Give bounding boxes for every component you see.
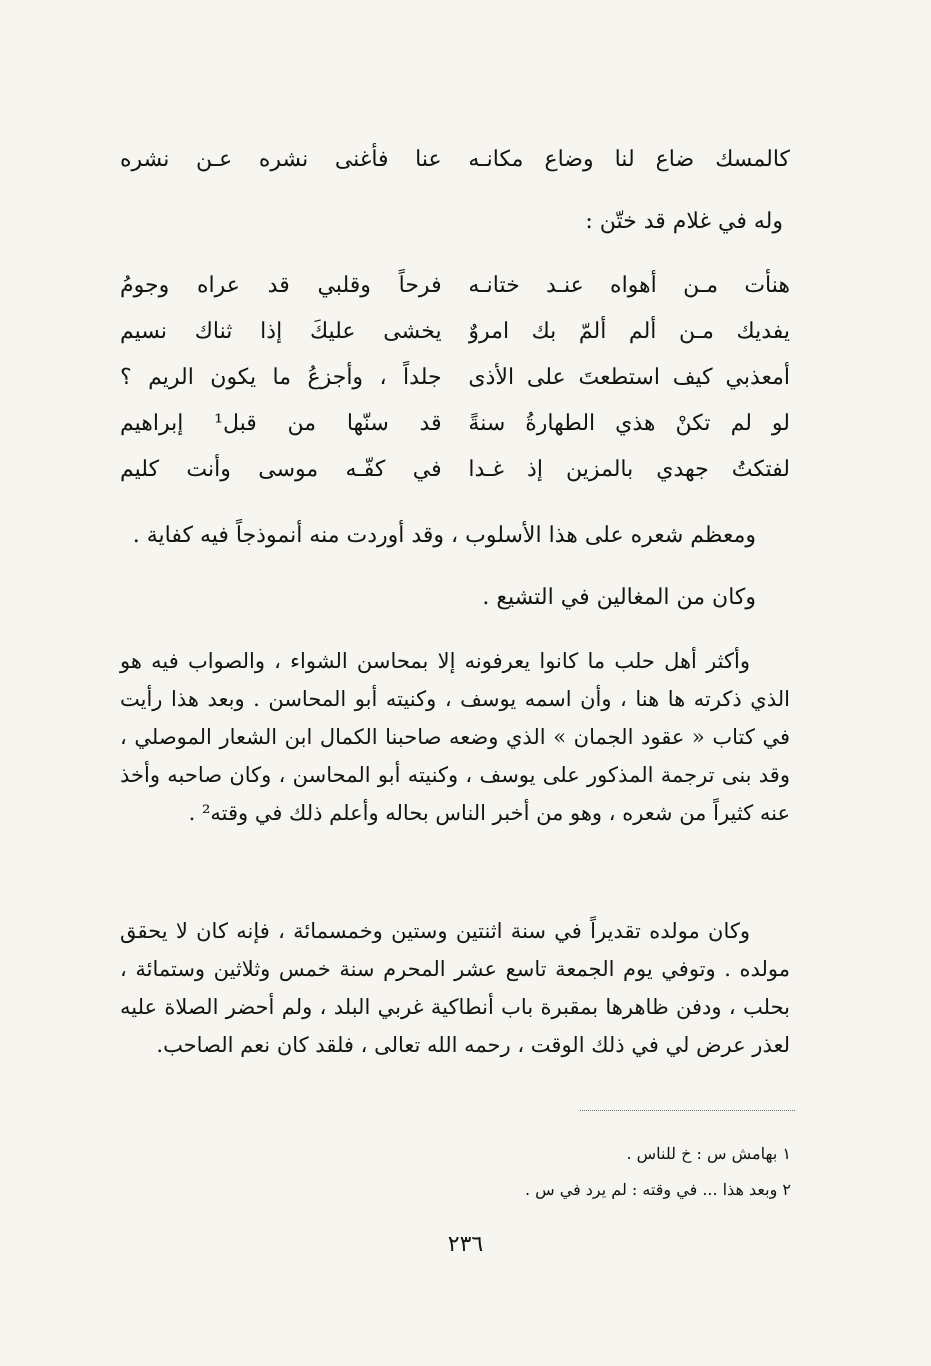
paragraph-text: وكان مولده تقديراً في سنة اثنتين وستين وخمسمائة ، فإنه كان لا يحقق مولده . وتوفي يوم الجمعة تاسع عشر المحرم سنة خمس وثلاثين وستمائة ، بحلب ، ودفن ظاهرها بمقبرة باب أنطاكية غربي البلد ، ولم أحضر الصلاة عليه لعذر عرض لي في ذلك الوقت ، رحمه الله تعالى ، فلقد كان نعم الصاحب. — [120, 919, 790, 1057]
page-number: ٢٣٦ — [447, 1232, 484, 1257]
verse-hemistich-left: قد سنّها من قبل¹ إبراهيم — [120, 411, 442, 436]
poem-verse — [120, 404, 790, 444]
verse-hemistich-left: في كفّـه موسى وأنت كليم — [120, 457, 442, 482]
paragraph — [120, 642, 790, 832]
footnote-divider — [580, 1110, 795, 1111]
verse-hemistich-left: فرحاً وقلبي قد عراه وجومُ — [120, 273, 442, 298]
prose-line: ومعظم شعره على هذا الأسلوب ، وقد أوردت منه أنموذجاً فيه كفاية . — [132, 523, 756, 548]
paragraph-text: وأكثر أهل حلب ما كانوا يعرفونه إلا بمحاسن الشواء ، والصواب فيه هو الذي ذكرته ها هنا ، وأن اسمه يوسف ، وكنيته أبو المحاسن . وبعد هذا رأيت في كتاب « عقود الجمان » الذي وضعه صاحبنا الكمال ابن الشعار الموصلي ، وقد بنى ترجمة المذكور على يوسف ، وكنيته أبو المحاسن ، وكان صاحبه وأخذ عنه كثيراً من شعره ، وهو من أخبر الناس بحاله وأعلم ذلك في وقته² . — [120, 649, 790, 825]
verse-hemistich-right: أمعذبي كيف استطعتَ على الأذى — [468, 365, 790, 390]
paragraph — [120, 912, 790, 1064]
verse-hemistich-right: لو لم تكنْ هذي الطهارةُ سنةً — [468, 411, 790, 436]
verse-hemistich-left: عنا فأغنى نشره عـن نشره — [120, 147, 442, 172]
poem-verse — [120, 140, 790, 180]
verse-hemistich-right: لفتكتُ جهدي بالمزين إذ غـدا — [468, 457, 790, 482]
verse-hemistich-right: هنأت مـن أهواه عنـد ختانـه — [468, 273, 790, 298]
poem-verse — [120, 358, 790, 398]
verse-hemistich-right: يفديك مـن ألم ألمّ بك امروٌ — [468, 319, 790, 344]
footnote: ١ بهامش س : خ للناس . — [626, 1144, 791, 1163]
footnote: ٢ وبعد هذا ... في وقته : لم يرد في س . — [524, 1180, 791, 1199]
poem-verse — [120, 450, 790, 490]
poem-verse — [120, 266, 790, 306]
poem-verse — [120, 312, 790, 352]
verse-hemistich-left: يخشى عليكَ إذا ثناك نسيم — [120, 319, 442, 344]
verse-hemistich-left: جلداً ، وأجزعُ ما يكون الريم ؟ — [120, 365, 442, 390]
prose-line: وكان من المغالين في التشيع . — [482, 585, 756, 610]
poem-intro-line: وله في غلام قد ختّن : — [585, 209, 783, 234]
verse-hemistich-right: كالمسك ضاع لنا وضاع مكانـه — [468, 147, 790, 172]
